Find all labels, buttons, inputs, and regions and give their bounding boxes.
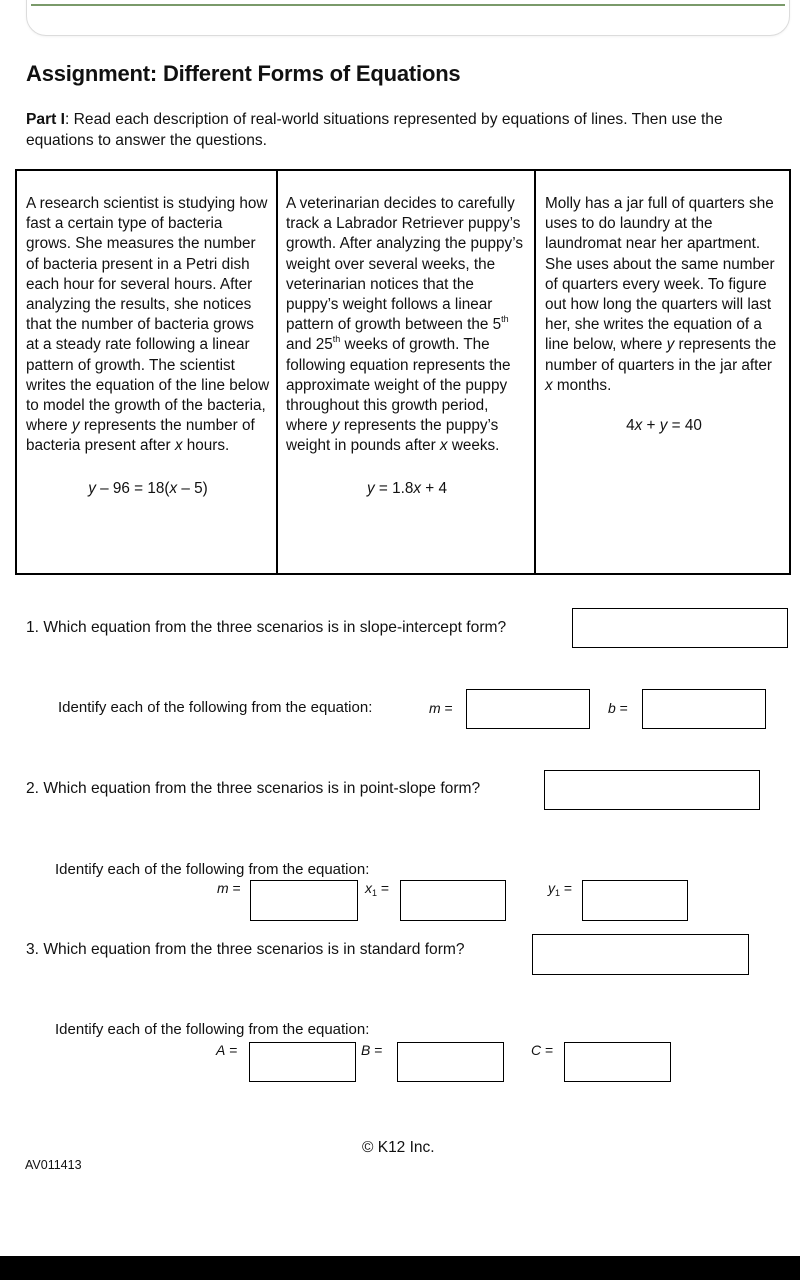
- copyright-text: © K12 Inc.: [362, 1139, 435, 1156]
- label-m: m =: [217, 880, 241, 896]
- top-card: [26, 0, 790, 36]
- scenario-table: [15, 169, 791, 575]
- C-input[interactable]: [564, 1042, 671, 1082]
- intro-paragraph: [26, 109, 786, 151]
- question-1-identify: Identify each of the following from the equation:: [58, 699, 373, 716]
- bottom-bar: [0, 1256, 800, 1280]
- B-input[interactable]: [397, 1042, 504, 1082]
- label-A: A =: [216, 1042, 238, 1058]
- m-input[interactable]: [466, 689, 590, 729]
- scenario-text: Molly has a jar full of quarters she uses to do laundry at the laundromat near her apartment. She uses about the same number of quarters every week. To figure out how long the quarters will last her, she writes the equation of a line below, where y represents the number of quarters in the jar after x months.: [545, 195, 777, 394]
- y1-input[interactable]: [582, 880, 688, 921]
- m-input[interactable]: [250, 880, 358, 921]
- equation-point-slope: y – 96 = 18(x – 5): [88, 479, 208, 497]
- label-y1: $y_1$ =: [548, 880, 573, 898]
- scenario-text: A veterinarian decides to carefully track a Labrador Retriever puppy’s growth. After analyzing the puppy’s weight over several weeks, the veterinarian notices that the puppy’s weight follows a linear pattern of growth between the 5th and 25th weeks of growth. The following equation represents the approximate weight of the puppy throughout this growth period, where y represents the puppy’s weight in pounds after x weeks.: [286, 195, 523, 455]
- equation-slope-intercept: y = 1.8x + 4: [367, 479, 447, 497]
- scenario-text: A research scientist is studying how fast a certain type of bacteria grows. She measures the number of bacteria present in a Petri dish each hour for several hours. After analyzing the results, she notices that the number of bacteria grows at a steady rate following a linear pattern of growth. The scientist writes the equation of the line below to model the growth of the bacteria, where y represents the number of bacteria present after x hours.: [26, 195, 270, 455]
- intro-bold: Part I: [26, 111, 65, 128]
- intro-text: : Read each description of real-world situations represented by equations of lines. Then use the equations to answer the questions.: [26, 111, 723, 149]
- divider-line: [31, 4, 785, 6]
- A-input[interactable]: [249, 1042, 356, 1082]
- scenario-puppy: [276, 171, 534, 573]
- scenario-bacteria: [17, 171, 276, 573]
- scenario-quarters: [534, 171, 789, 573]
- question-2-prompt: 2. Which equation from the three scenarios is in point-slope form?: [26, 780, 481, 797]
- question-3-identify: Identify each of the following from the equation:: [55, 1021, 370, 1038]
- document-id: AV011413: [25, 1158, 82, 1172]
- b-input[interactable]: [642, 689, 766, 729]
- label-m: m =: [429, 700, 453, 716]
- label-b: b =: [608, 700, 628, 716]
- question-2-identify: Identify each of the following from the equation:: [55, 861, 370, 878]
- question-2-answer-box[interactable]: [544, 770, 760, 810]
- question-1-answer-box[interactable]: [572, 608, 788, 648]
- label-C: C =: [531, 1042, 554, 1058]
- x1-input[interactable]: [400, 880, 506, 921]
- question-3-answer-box[interactable]: [532, 934, 749, 975]
- page-title: Assignment: Different Forms of Equations: [26, 61, 461, 86]
- label-x1: $x_1$ =: [365, 880, 390, 898]
- question-3-prompt: 3. Which equation from the three scenarios is in standard form?: [26, 941, 465, 958]
- question-1-prompt: 1. Which equation from the three scenarios is in slope-intercept form?: [26, 619, 507, 636]
- equation-standard: 4x + y = 40: [626, 417, 702, 435]
- label-B: B =: [361, 1042, 383, 1058]
